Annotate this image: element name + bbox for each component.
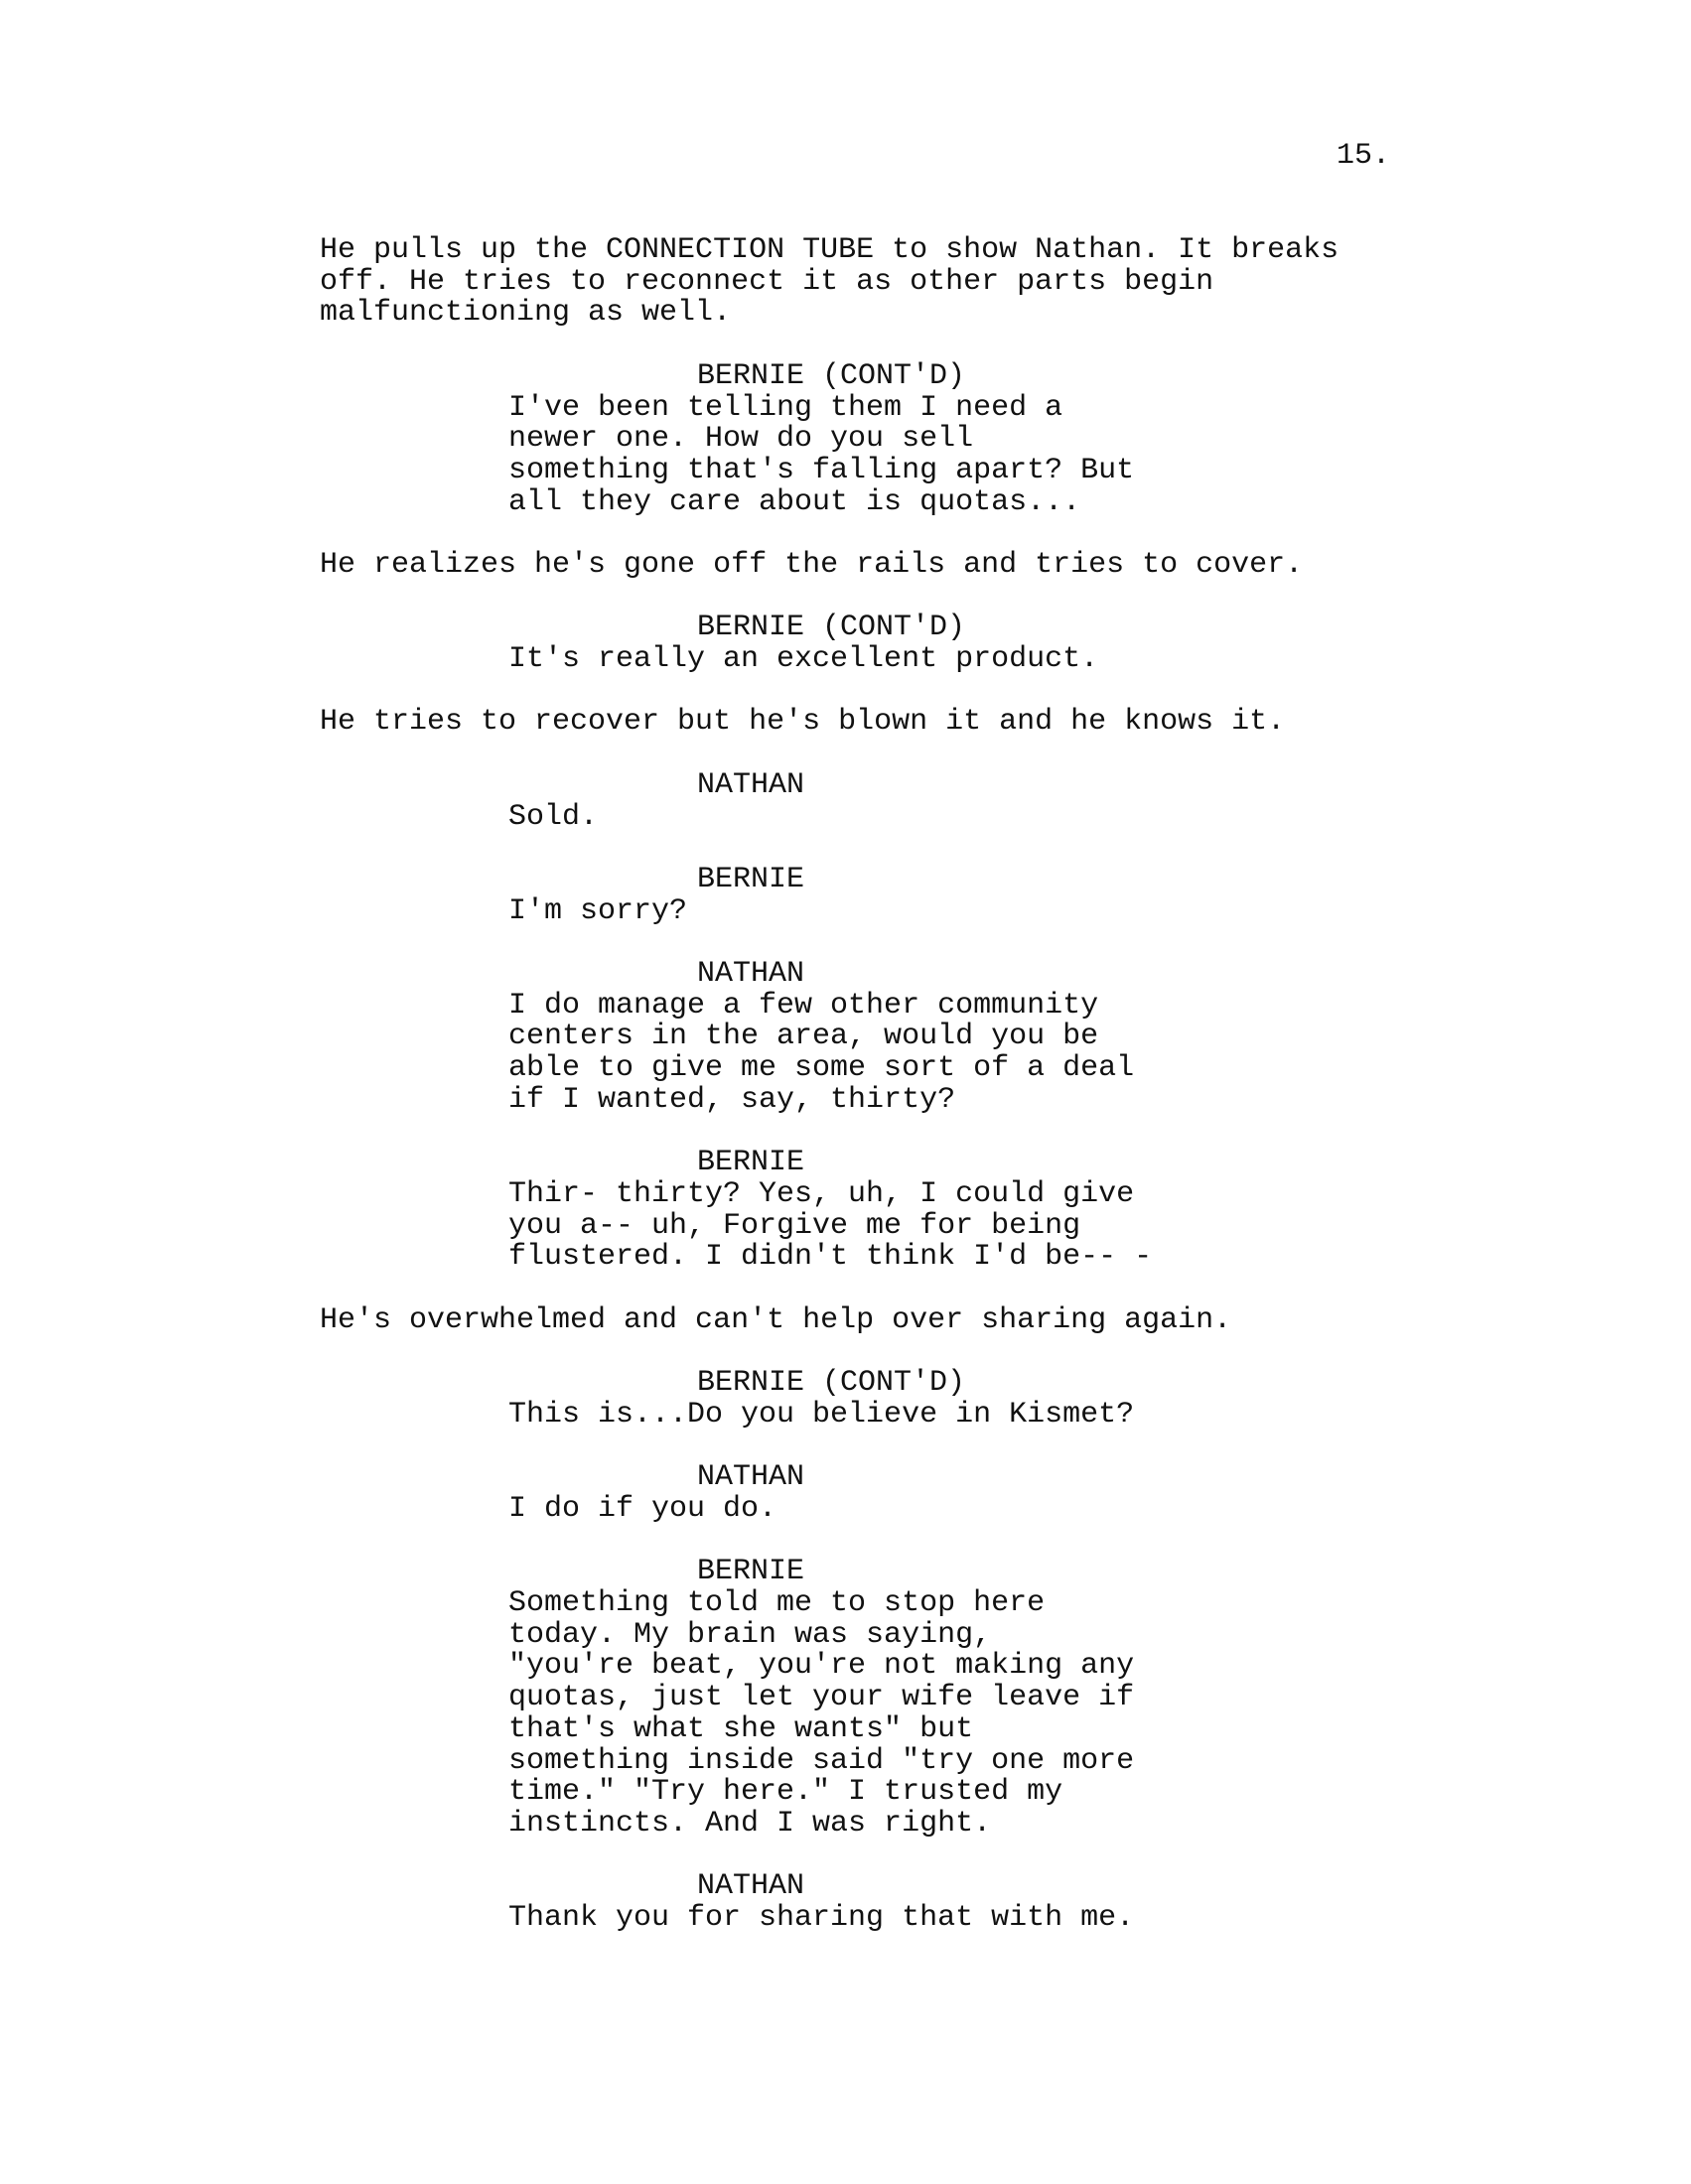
dialogue-line: Sold. (508, 799, 599, 834)
page-number: 15. (1337, 139, 1391, 173)
action-line: He realizes he's gone off the rails and tries to cover. (320, 548, 1304, 582)
character-cue: BERNIE (CONT'D) (697, 1366, 966, 1401)
character-cue: NATHAN (697, 1460, 805, 1495)
character-cue: BERNIE (697, 1555, 805, 1589)
character-cue: BERNIE (CONT'D) (697, 358, 966, 393)
dialogue-line: Thank you for sharing that with me. (508, 1901, 1135, 1936)
character-cue: BERNIE (697, 1146, 805, 1180)
action-line: He's overwhelmed and can't help over sharing again. (320, 1302, 1232, 1337)
dialogue-line: It's really an excellent product. (508, 642, 1099, 677)
dialogue-line: I do manage a few other community centers in the area, would you be able to give me some sort of a deal if I wanted, say, thirty? (508, 988, 1135, 1117)
dialogue-line: I've been telling them I need a newer one. How do you sell something that's falling apart? But all they care about is quotas... (508, 390, 1135, 519)
dialogue-line: I do if you do. (508, 1491, 777, 1526)
script-body (0, 235, 1691, 1935)
dialogue-line: Something told me to stop here today. My brain was saying, "you're beat, you're not making any quotas, just let your wife leave if that's what she wants" but something inside said "try one more time." "Try here." I trusted my instincts. And I was right. (508, 1586, 1135, 1841)
character-cue: NATHAN (697, 957, 805, 992)
dialogue-line: This is...Do you believe in Kismet? (508, 1397, 1135, 1432)
action-line: He tries to recover but he's blown it and he knows it. (320, 705, 1286, 740)
dialogue-line: Thir- thirty? Yes, uh, I could give you a-- uh, Forgive me for being flustered. I didn't think I'd be-- - (508, 1176, 1153, 1275)
character-cue: NATHAN (697, 767, 805, 802)
dialogue-line: I'm sorry? (508, 893, 688, 928)
action-line: He pulls up the CONNECTION TUBE to show Nathan. It breaks off. He tries to reconnect it as other parts begin malfunctioning as well. (320, 233, 1339, 331)
character-cue: BERNIE (697, 862, 805, 896)
character-cue: NATHAN (697, 1869, 805, 1904)
character-cue: BERNIE (CONT'D) (697, 611, 966, 645)
